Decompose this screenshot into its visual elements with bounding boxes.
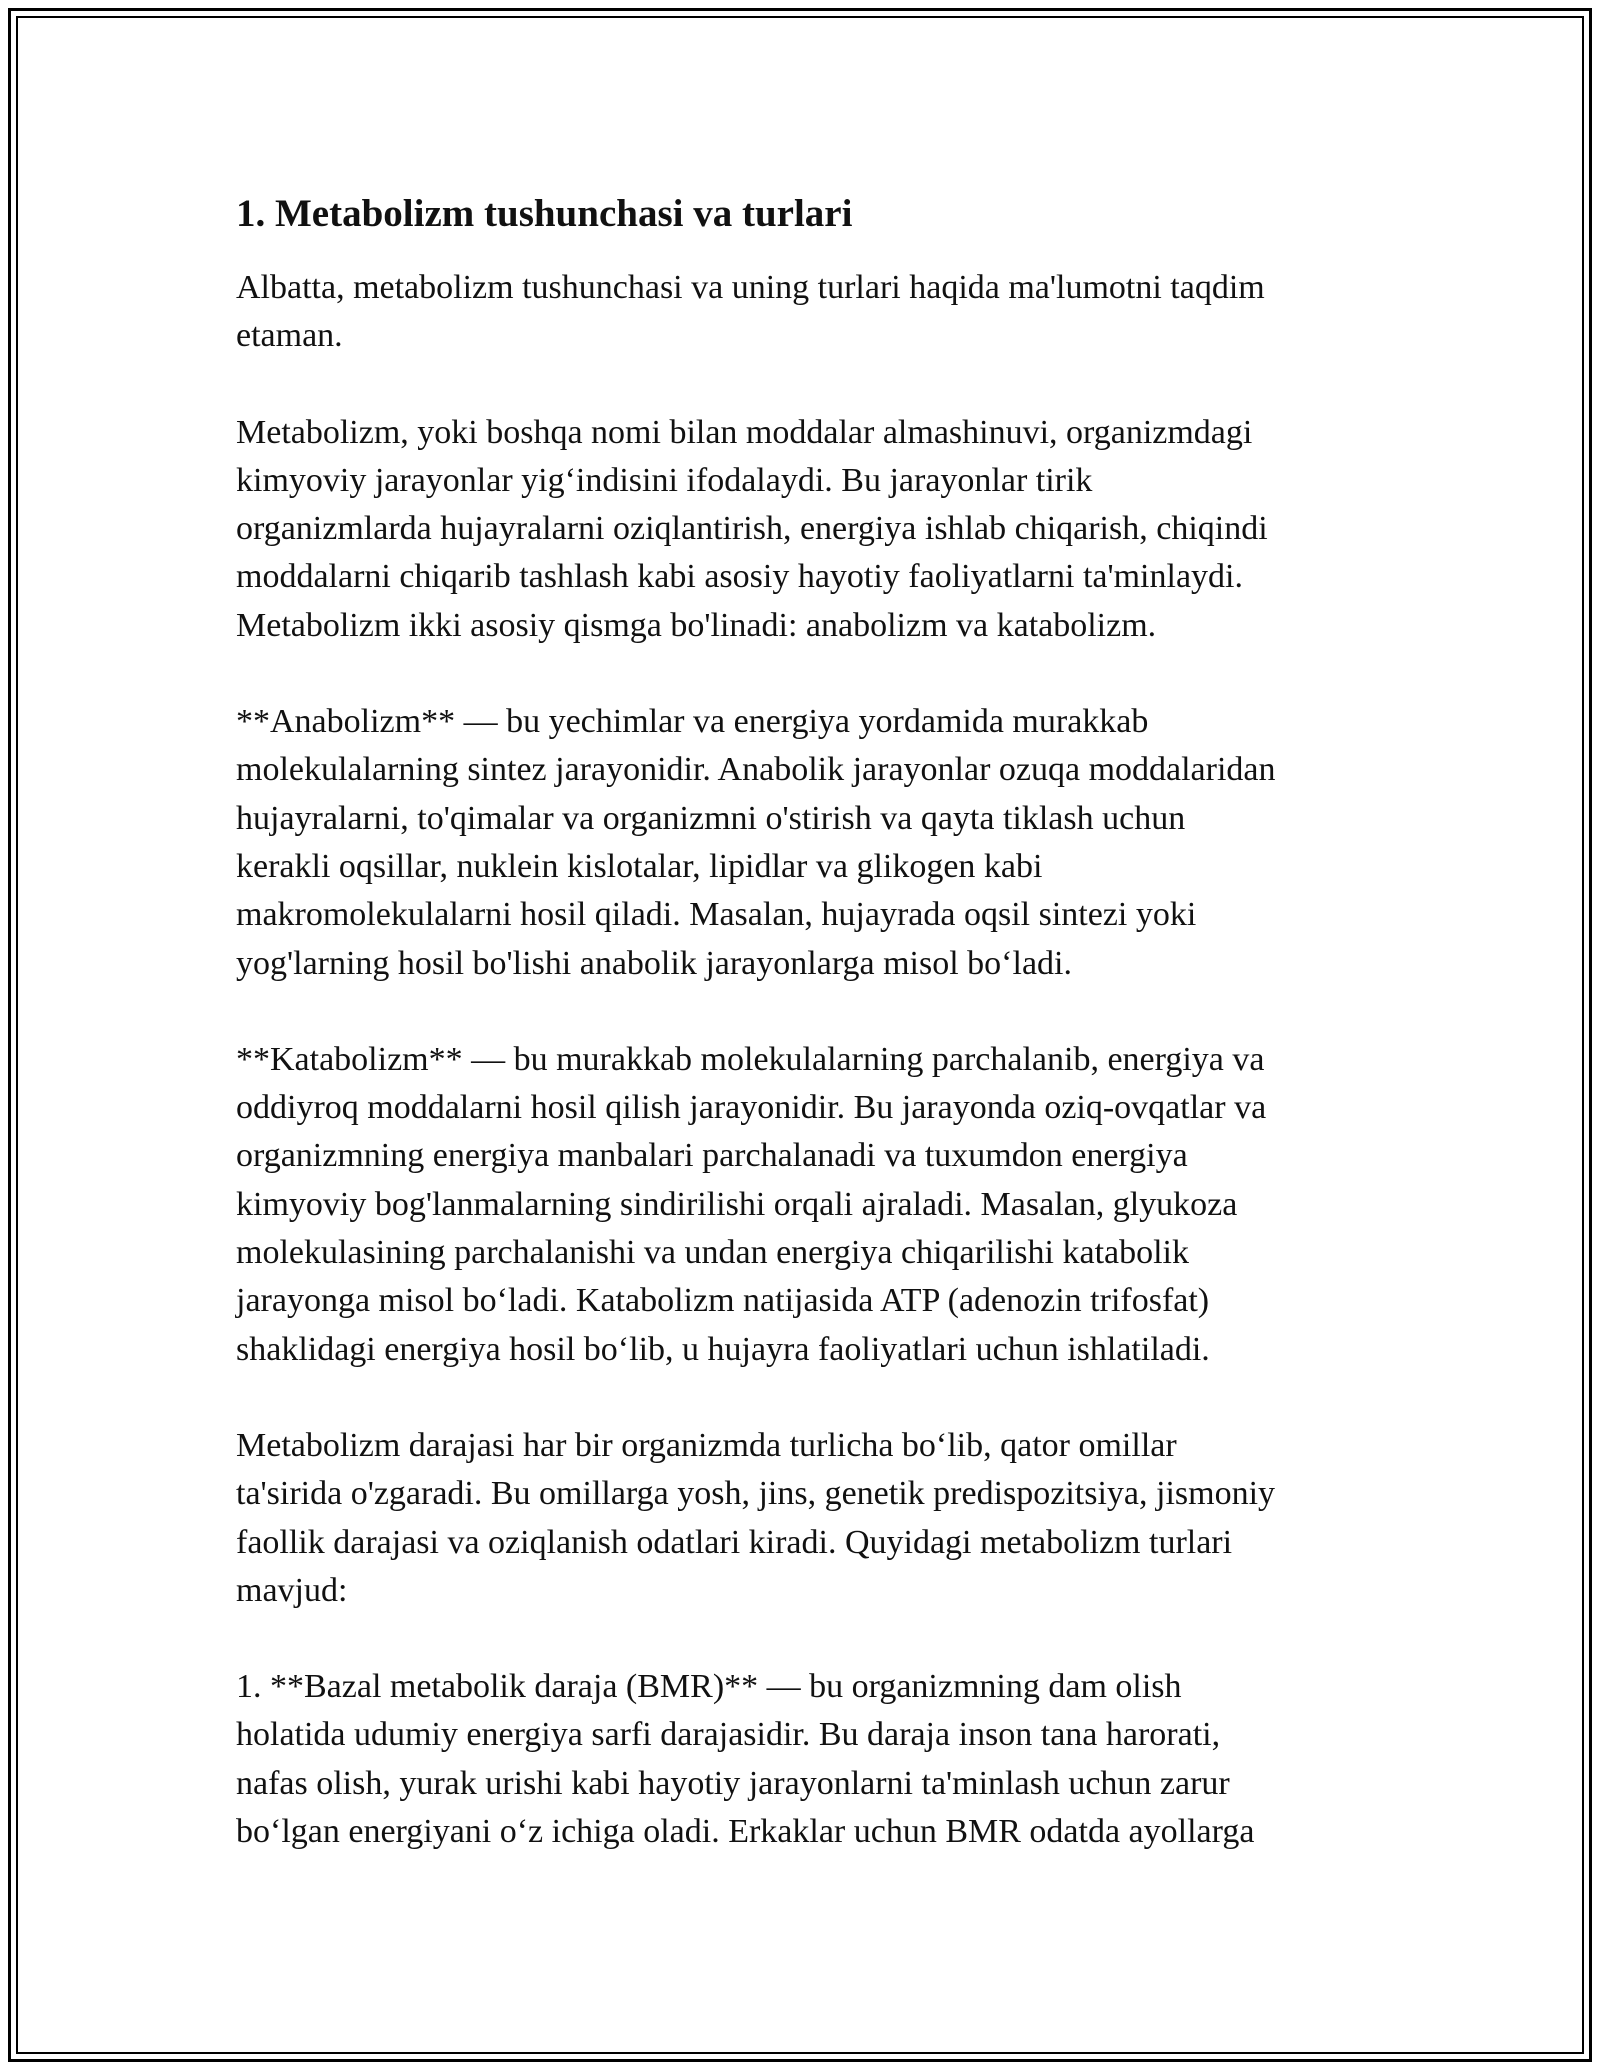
- paragraph-definition: [236, 409, 1376, 650]
- text-line: organizmlarda hujayralarni oziqlantirish, energiya ishlab chiqarish, chiqindi: [236, 510, 1268, 548]
- text-line: **Anabolizm** — bu yechimlar va energiya yordamida murakkab: [236, 703, 1149, 741]
- text-line: etaman.: [236, 317, 343, 355]
- text-line: makromolekulalarni hosil qiladi. Masalan, hujayrada oqsil sintezi yoki: [236, 896, 1197, 934]
- text-line: nafas olish, yurak urishi kabi hayotiy jarayonlarni ta'minlash uchun zarur: [236, 1764, 1230, 1802]
- text-line: kerakli oqsillar, nuklein kislotalar, lipidlar va glikogen kabi: [236, 847, 1043, 885]
- text-line: 1. **Bazal metabolik daraja (BMR)** — bu organizmning dam olish: [236, 1668, 1182, 1706]
- paragraph-bmr: [236, 1663, 1376, 1856]
- text-line: molekulalarning sintez jarayonidir. Anabolik jarayonlar ozuqa moddalaridan: [236, 751, 1276, 789]
- document-body: [236, 186, 1376, 1904]
- text-line: organizmning energiya manbalari parchalanadi va tuxumdon energiya: [236, 1137, 1188, 1175]
- text-line: mavjud:: [236, 1571, 348, 1609]
- text-line: hujayralarni, to'qimalar va organizmni o'stirish va qayta tiklash uchun: [236, 799, 1186, 837]
- document-heading: 1. Metabolizm tushunchasi va turlari: [236, 192, 853, 235]
- text-line: Metabolizm darajasi har bir organizmda turlicha bo‘lib, qator omillar: [236, 1426, 1177, 1464]
- text-line: shaklidagi energiya hosil bo‘lib, u hujayra faoliyatlari uchun ishlatiladi.: [236, 1330, 1210, 1368]
- text-line: faollik darajasi va oziqlanish odatlari kiradi. Quyidagi metabolizm turlari: [236, 1523, 1233, 1561]
- paragraph-anabolism: [236, 698, 1376, 988]
- text-line: Metabolizm, yoki boshqa nomi bilan moddalar almashinuvi, organizmdagi: [236, 413, 1253, 451]
- text-line: **Katabolizm** — bu murakkab molekulalarning parchalanib, energiya va: [236, 1040, 1265, 1078]
- text-line: Metabolizm ikki asosiy qismga bo'linadi: anabolizm va katabolizm.: [236, 606, 1157, 644]
- text-line: yog'larning hosil bo'lishi anabolik jarayonlarga misol bo‘ladi.: [236, 944, 1072, 982]
- text-line: ta'sirida o'zgaradi. Bu omillarga yosh, jins, genetik predispozitsiya, jismoniy: [236, 1475, 1276, 1513]
- paragraph-intro: [236, 264, 1376, 361]
- text-line: molekulasining parchalanishi va undan energiya chiqarilishi katabolik: [236, 1234, 1189, 1272]
- text-line: holatida udumiy energiya sarfi darajasidir. Bu daraja inson tana harorati,: [236, 1716, 1221, 1754]
- text-line: oddiyroq moddalarni hosil qilish jarayonidir. Bu jarayonda oziq-ovqatlar va: [236, 1089, 1267, 1127]
- text-line: moddalarni chiqarib tashlash kabi asosiy hayotiy faoliyatlarni ta'minlaydi.: [236, 558, 1243, 596]
- text-line: kimyoviy jarayonlar yig‘indisini ifodalaydi. Bu jarayonlar tirik: [236, 461, 1093, 499]
- text-line: bo‘lgan energiyani o‘z ichiga oladi. Erkaklar uchun BMR odatda ayollarga: [236, 1813, 1255, 1851]
- text-line: kimyoviy bog'lanmalarning sindirilishi orqali ajraladi. Masalan, glyukoza: [236, 1185, 1238, 1223]
- paragraph-catabolism: [236, 1036, 1376, 1374]
- paragraph-metabolic-rate: [236, 1422, 1376, 1615]
- text-line: jarayonga misol bo‘ladi. Katabolizm natijasida ATP (adenozin trifosfat): [236, 1282, 1210, 1320]
- text-line: Albatta, metabolizm tushunchasi va uning turlari haqida ma'lumotni taqdim: [236, 269, 1265, 306]
